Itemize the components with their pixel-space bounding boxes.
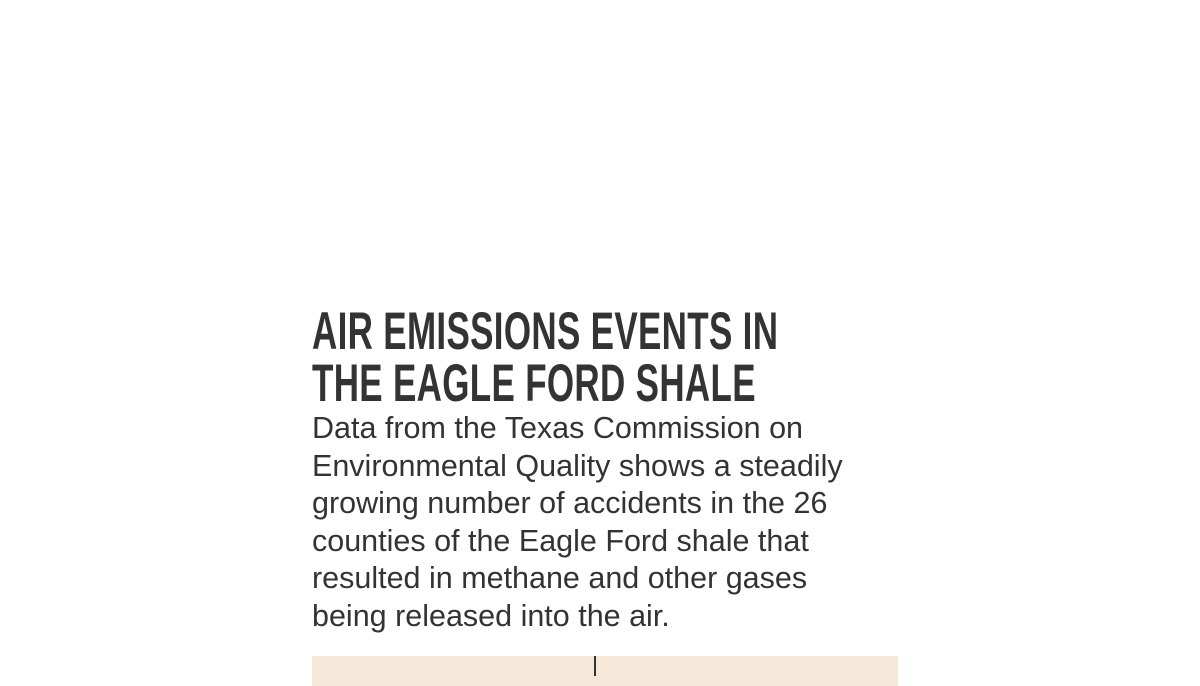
subtitle-line: growing number of accidents in the 26 (312, 486, 828, 521)
chart-title (312, 302, 1112, 413)
chart-subtitle (312, 410, 912, 636)
chart-plot-area (312, 656, 898, 686)
subtitle-line: counties of the Eagle Ford shale that (312, 523, 809, 558)
chart-title-line: THE EAGLE FORD SHALE (312, 354, 756, 413)
subtitle-line: being released into the air. (312, 598, 670, 633)
subtitle-line: Environmental Quality shows a steadily (312, 448, 843, 483)
chart-title-line: AIR EMISSIONS EVENTS IN (312, 302, 779, 361)
subtitle-line: resulted in methane and other gases (312, 561, 808, 596)
subtitle-line: Data from the Texas Commission on (312, 411, 804, 445)
chart-axis-divider (594, 656, 596, 676)
